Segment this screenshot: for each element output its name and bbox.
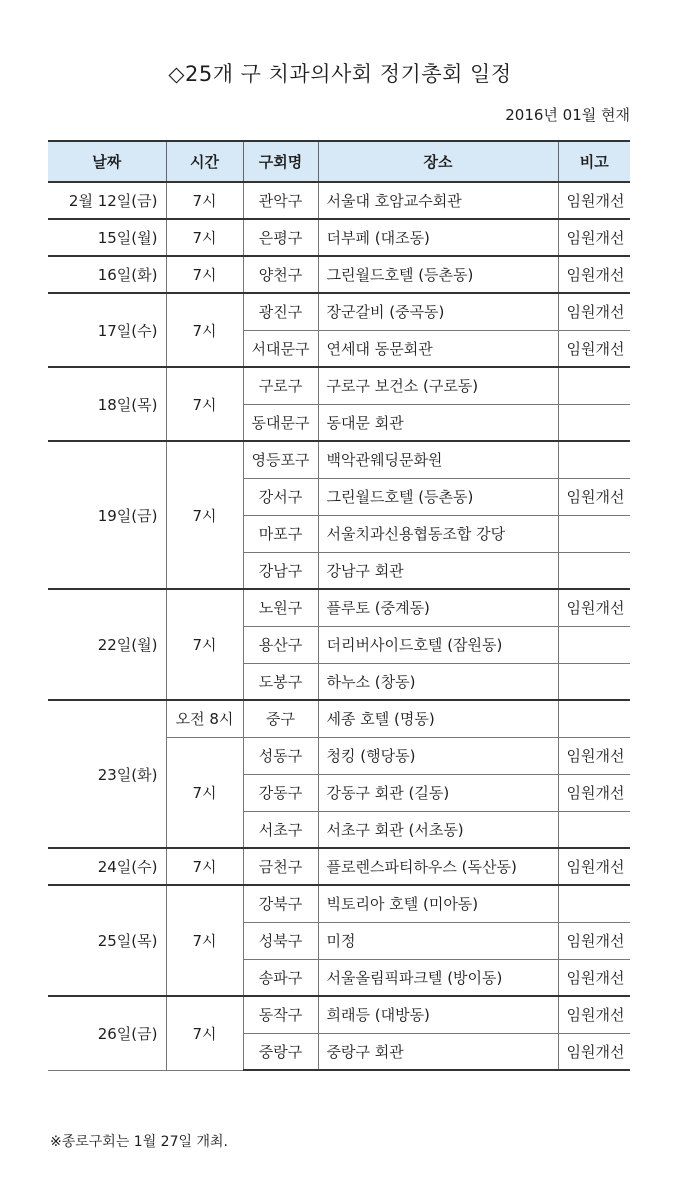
note-cell <box>558 700 630 737</box>
table-row <box>48 589 630 626</box>
district-cell: 영등포구 <box>243 441 318 478</box>
place-cell: 중랑구 회관 <box>318 1033 558 1070</box>
place-cell: 동대문 회관 <box>318 404 558 441</box>
district-cell: 서초구 <box>243 811 318 848</box>
date-cell: 16일(화) <box>48 256 166 293</box>
note-cell: 임원개선 <box>558 293 630 330</box>
district-cell: 강남구 <box>243 552 318 589</box>
time-cell: 7시 <box>166 737 243 848</box>
schedule-table <box>48 140 630 1071</box>
table-row <box>48 256 630 293</box>
note-cell: 임원개선 <box>558 330 630 367</box>
time-cell: 7시 <box>166 848 243 885</box>
place-cell: 빅토리아 호텔 (미아동) <box>318 885 558 922</box>
table-row <box>48 182 630 219</box>
place-cell: 서울올림픽파크텔 (방이동) <box>318 959 558 996</box>
district-cell: 도봉구 <box>243 663 318 700</box>
place-cell: 더부페 (대조동) <box>318 219 558 256</box>
place-cell: 백악관웨딩문화원 <box>318 441 558 478</box>
district-cell: 동작구 <box>243 996 318 1033</box>
header-time: 시간 <box>166 141 243 182</box>
place-cell: 더리버사이드호텔 (잠원동) <box>318 626 558 663</box>
date-cell: 22일(월) <box>48 589 166 700</box>
date-cell: 26일(금) <box>48 996 166 1070</box>
time-cell: 7시 <box>166 293 243 367</box>
time-cell: 7시 <box>166 182 243 219</box>
district-cell: 송파구 <box>243 959 318 996</box>
note-cell: 임원개선 <box>558 848 630 885</box>
note-cell: 임원개선 <box>558 219 630 256</box>
place-cell: 미정 <box>318 922 558 959</box>
district-cell: 강동구 <box>243 774 318 811</box>
time-cell: 7시 <box>166 441 243 589</box>
date-cell: 19일(금) <box>48 441 166 589</box>
note-cell <box>558 552 630 589</box>
place-cell: 장군갈비 (중곡동) <box>318 293 558 330</box>
place-cell: 플로렌스파티하우스 (독산동) <box>318 848 558 885</box>
district-cell: 동대문구 <box>243 404 318 441</box>
footnote: ※종로구회는 1월 27일 개최. <box>50 1134 228 1150</box>
time-cell: 7시 <box>166 367 243 441</box>
note-cell: 임원개선 <box>558 922 630 959</box>
note-cell: 임원개선 <box>558 737 630 774</box>
note-cell: 임원개선 <box>558 256 630 293</box>
as-of-date: 2016년 01월 현재 <box>505 106 630 124</box>
note-cell <box>558 515 630 552</box>
date-cell: 17일(수) <box>48 293 166 367</box>
district-cell: 중구 <box>243 700 318 737</box>
header-row <box>48 141 630 182</box>
note-cell: 임원개선 <box>558 589 630 626</box>
place-cell: 서울치과신용협동조합 강당 <box>318 515 558 552</box>
table-row <box>48 441 630 478</box>
place-cell: 강동구 회관 (길동) <box>318 774 558 811</box>
district-cell: 노원구 <box>243 589 318 626</box>
place-cell: 연세대 동문회관 <box>318 330 558 367</box>
date-cell: 24일(수) <box>48 848 166 885</box>
place-cell: 서울대 호암교수회관 <box>318 182 558 219</box>
note-cell: 임원개선 <box>558 996 630 1033</box>
district-cell: 광진구 <box>243 293 318 330</box>
table-row <box>48 293 630 330</box>
time-cell: 오전 8시 <box>166 700 243 737</box>
header-date: 날짜 <box>48 141 166 182</box>
header-note: 비고 <box>558 141 630 182</box>
date-cell: 15일(월) <box>48 219 166 256</box>
place-cell: 서초구 회관 (서초동) <box>318 811 558 848</box>
district-cell: 강서구 <box>243 478 318 515</box>
note-cell: 임원개선 <box>558 774 630 811</box>
time-cell: 7시 <box>166 996 243 1070</box>
district-cell: 강북구 <box>243 885 318 922</box>
date-cell: 18일(목) <box>48 367 166 441</box>
note-cell: 임원개선 <box>558 182 630 219</box>
district-cell: 금천구 <box>243 848 318 885</box>
date-cell: 25일(목) <box>48 885 166 996</box>
header-district: 구회명 <box>243 141 318 182</box>
district-cell: 관악구 <box>243 182 318 219</box>
note-cell <box>558 811 630 848</box>
place-cell: 그린월드호텔 (등촌동) <box>318 478 558 515</box>
place-cell: 희래등 (대방동) <box>318 996 558 1033</box>
place-cell: 플루토 (중계동) <box>318 589 558 626</box>
place-cell: 구로구 보건소 (구로동) <box>318 367 558 404</box>
district-cell: 성동구 <box>243 737 318 774</box>
note-cell: 임원개선 <box>558 959 630 996</box>
note-cell <box>558 885 630 922</box>
table-row <box>48 848 630 885</box>
district-cell: 서대문구 <box>243 330 318 367</box>
note-cell: 임원개선 <box>558 1033 630 1070</box>
place-cell: 그린월드호텔 (등촌동) <box>318 256 558 293</box>
time-cell: 7시 <box>166 219 243 256</box>
place-cell: 강남구 회관 <box>318 552 558 589</box>
district-cell: 마포구 <box>243 515 318 552</box>
table-row <box>48 367 630 404</box>
time-cell: 7시 <box>166 256 243 293</box>
note-cell <box>558 441 630 478</box>
district-cell: 용산구 <box>243 626 318 663</box>
place-cell: 청킹 (행당동) <box>318 737 558 774</box>
district-cell: 성북구 <box>243 922 318 959</box>
district-cell: 구로구 <box>243 367 318 404</box>
place-cell: 하누소 (창동) <box>318 663 558 700</box>
district-cell: 은평구 <box>243 219 318 256</box>
note-cell <box>558 404 630 441</box>
time-cell: 7시 <box>166 885 243 996</box>
place-cell: 세종 호텔 (명동) <box>318 700 558 737</box>
date-cell: 2월 12일(금) <box>48 182 166 219</box>
table-row <box>48 996 630 1033</box>
header-place: 장소 <box>318 141 558 182</box>
note-cell <box>558 663 630 700</box>
page-title: ◇25개 구 치과의사회 정기총회 일정 <box>168 62 512 86</box>
table-row <box>48 700 630 737</box>
note-cell <box>558 367 630 404</box>
table-row <box>48 885 630 922</box>
district-cell: 양천구 <box>243 256 318 293</box>
date-cell: 23일(화) <box>48 700 166 848</box>
note-cell <box>558 626 630 663</box>
time-cell: 7시 <box>166 589 243 700</box>
note-cell: 임원개선 <box>558 478 630 515</box>
district-cell: 중랑구 <box>243 1033 318 1070</box>
table-row <box>48 219 630 256</box>
